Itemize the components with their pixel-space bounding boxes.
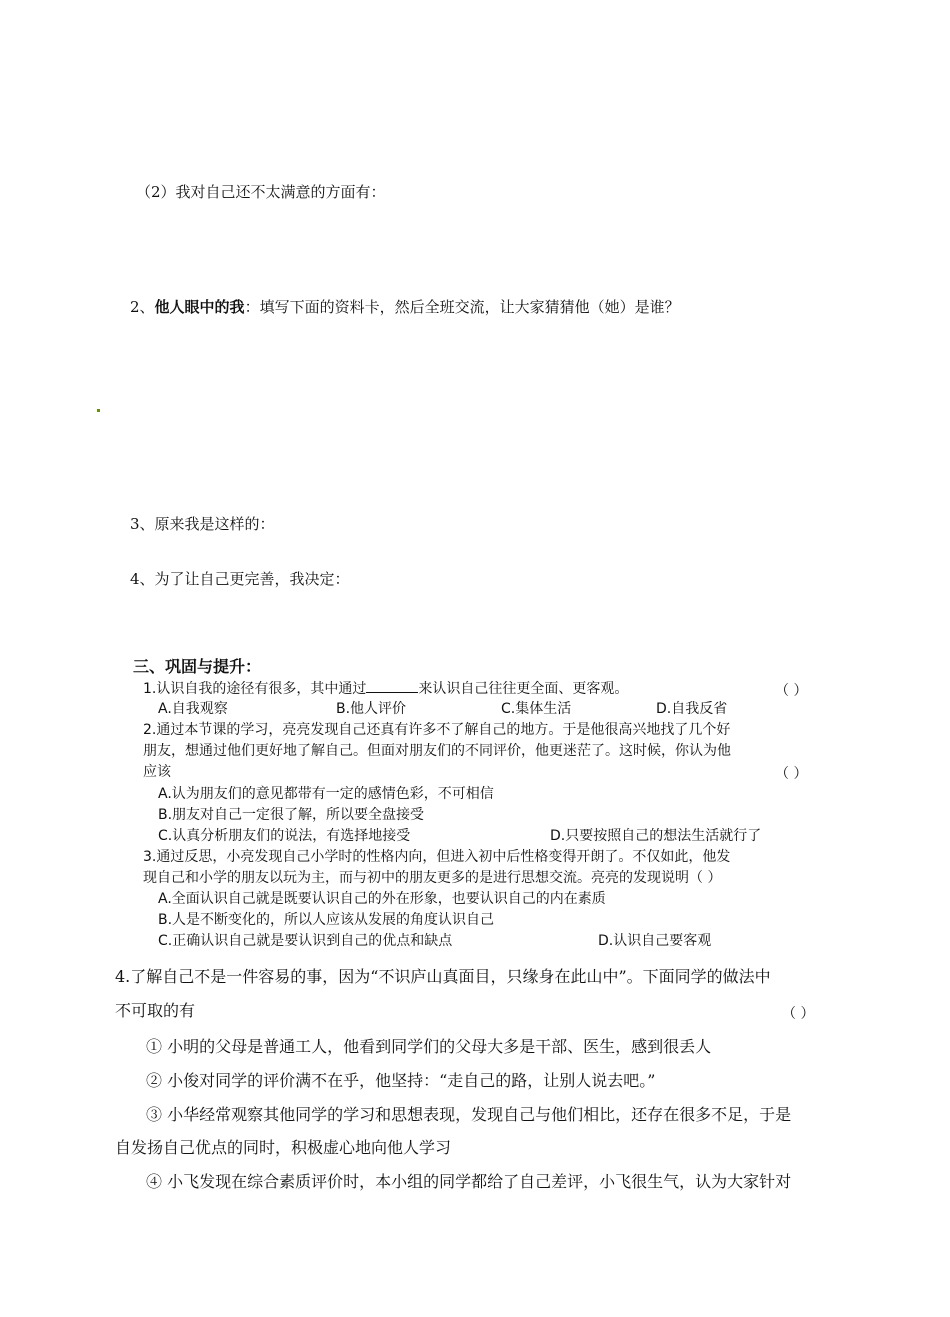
question-4-statement-3b: 自发扬自己优点的同时，积极虚心地向他人学习: [115, 1138, 452, 1157]
question-1-option-a: A.自我观察: [158, 701, 228, 717]
section-2-number: 2、: [130, 298, 155, 316]
question-3-line-1: 3.通过反思，小亮发现自己小学时的性格内向，但进入初中后性格变得开朗了。不仅如此，他发: [143, 849, 731, 865]
question-2-option-a: A.认为朋友们的意见都带有一定的感情色彩，不可相信: [158, 786, 494, 802]
question-4-statement-1: ① 小明的父母是普通工人，他看到同学们的父母大多是干部、医生，感到很丢人: [146, 1037, 712, 1056]
question-4-line-2: 不可取的有: [115, 1001, 196, 1020]
question-4-line-1: 4.了解自己不是一件容易的事，因为“不识庐山真面目，只缘身在此山中”。下面同学的做法中: [115, 967, 771, 986]
question-1: [143, 680, 628, 698]
section-2-instruction: ：填写下面的资料卡，然后全班交流，让大家猜猜他（她）是谁？: [244, 298, 680, 316]
section-2-bold-title: 他人眼中的我: [154, 298, 245, 316]
question-3-option-c: C.正确认识自己就是要认识到自己的优点和缺点: [158, 933, 453, 949]
item-3-prompt: 3、原来我是这样的：: [130, 515, 275, 533]
question-2-line-2: 朋友，想通过他们更好地了解自己。但面对朋友们的不同评价，他更迷茫了。这时候，你认为他: [143, 743, 731, 759]
section-3-heading: 三、巩固与提升：: [133, 657, 262, 676]
item-2-prompt: （2）我对自己还不太满意的方面有：: [136, 183, 386, 201]
question-4-answer-paren: （ ）: [782, 1006, 815, 1022]
section-2-line: [130, 297, 680, 317]
question-1-option-b: B.他人评价: [336, 701, 407, 717]
question-3-line-2: 现自己和小学的朋友以玩为主，而与初中的朋友更多的是进行思想交流。亮亮的发现说明（ ）: [143, 870, 722, 886]
answer-blank[interactable]: [366, 680, 418, 693]
question-2-answer-paren: （ ）: [775, 766, 808, 782]
question-4-statement-4: ④ 小飞发现在综合素质评价时，本小组的同学都给了自己差评，小飞很生气，认为大家针对: [146, 1172, 792, 1191]
question-2-line-3: 应该: [143, 764, 171, 780]
question-2-option-d: D.只要按照自己的想法生活就行了: [550, 828, 762, 844]
question-4-statement-2: ② 小俊对同学的评价满不在乎，他坚持：“走自己的路，让别人说去吧。”: [146, 1071, 656, 1090]
question-2-line-1: 2.通过本节课的学习，亮亮发现自己还真有许多不了解自己的地方。于是他很高兴地找了几个好: [143, 722, 731, 738]
question-1-suffix: 来认识自己往往更全面、更客观。: [418, 681, 629, 697]
question-2-option-c: C.认真分析朋友们的说法，有选择地接受: [158, 828, 411, 844]
question-3-option-b: B.人是不断变化的，所以人应该从发展的角度认识自己: [158, 912, 495, 928]
question-4-statement-3a: ③ 小华经常观察其他同学的学习和思想表现，发现自己与他们相比，还存在很多不足，于是: [146, 1105, 792, 1124]
question-1-answer-paren: （ ）: [775, 683, 808, 699]
question-1-option-c: C.集体生活: [501, 701, 572, 717]
question-1-prefix: 1.认识自我的途径有很多，其中通过: [143, 681, 367, 697]
question-1-option-d: D.自我反省: [656, 701, 728, 717]
item-4-prompt: 4、为了让自己更完善，我决定：: [130, 570, 350, 588]
question-2-option-b: B.朋友对自己一定很了解，所以要全盘接受: [158, 807, 425, 823]
question-3-option-d: D.认识自己要客观: [598, 933, 712, 949]
question-3-option-a: A.全面认识自己就是既要认识自己的外在形象，也要认识自己的内在素质: [158, 891, 606, 907]
stray-mark: [97, 409, 100, 412]
